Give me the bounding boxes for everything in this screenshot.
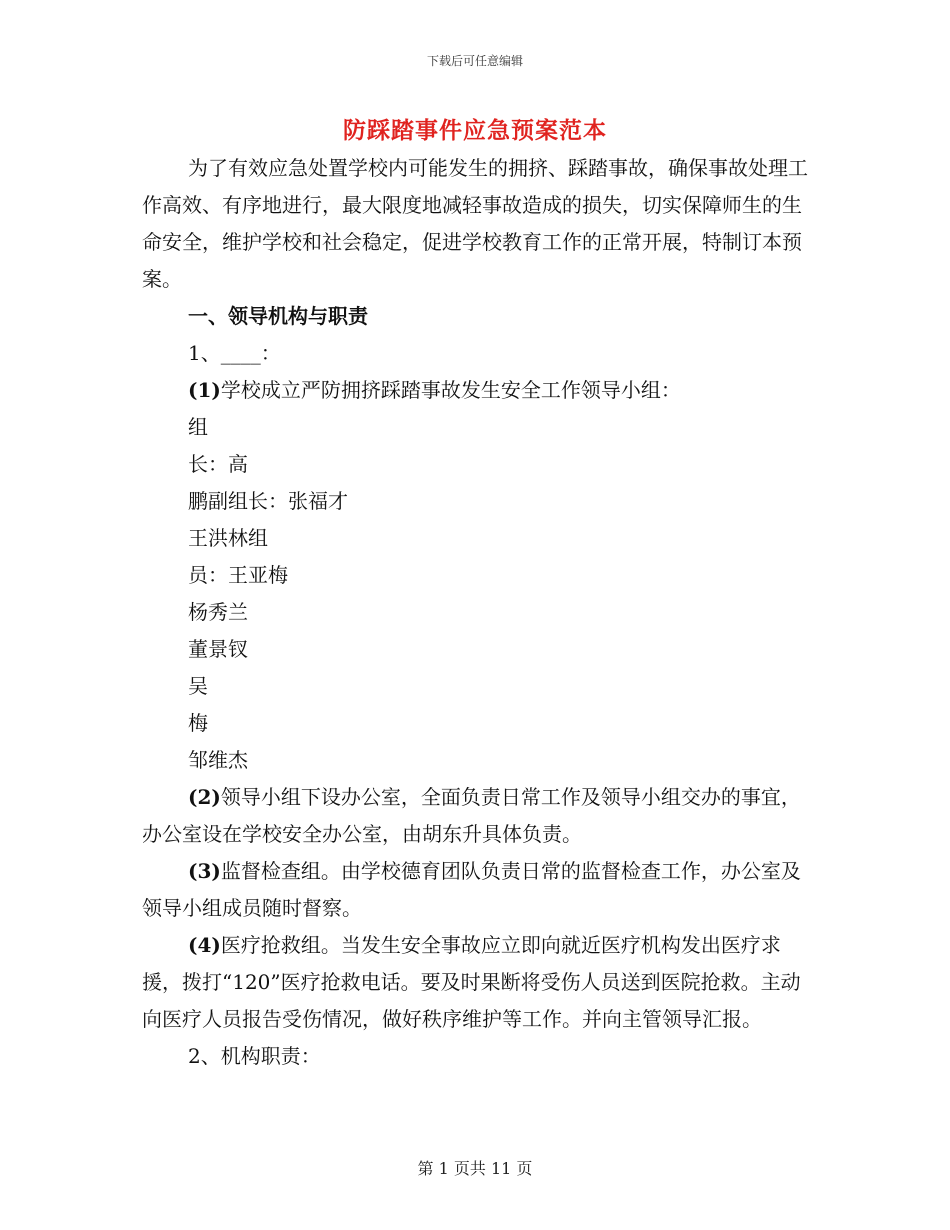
member-line: 杨秀兰 xyxy=(188,600,248,624)
sub-item-4-number: (4) xyxy=(188,933,221,957)
member-list xyxy=(142,409,810,779)
sub-item-1 xyxy=(142,372,810,409)
page-footer: 第 1 页共 11 页 xyxy=(417,1159,533,1178)
sub-item-4-text: 医疗抢救组。当发生安全事故应立即向就近医疗机构发出医疗求援，拨打“120”医疗抢救电话。要及时果断将受伤人员送到医院抢救。主动向医疗人员报告受伤情况，做好秩序维护等工作。并向主管领导汇报。 xyxy=(142,933,801,1031)
sub-item-1-number: (1) xyxy=(188,378,221,402)
intro-paragraph: 为了有效应急处置学校内可能发生的拥挤、踩踏事故，确保事故处理工作高效、有序地进行，最大限度地减轻事故造成的损失，切实保障师生的生命安全，维护学校和社会稳定，促进学校教育工作的正常开展，特制订本预案。 xyxy=(142,156,808,291)
section1-heading: 一、领导机构与职责 xyxy=(188,304,368,328)
member-line: 员：王亚梅 xyxy=(188,563,288,587)
member-line: 梅 xyxy=(188,711,208,735)
sub-item-2-text: 领导小组下设办公室，全面负责日常工作及领导小组交办的事宜，办公室设在学校安全办公室，由胡东升具体负责。 xyxy=(142,785,801,846)
sub-item-2-number: (2) xyxy=(188,785,221,809)
member-line: 王洪林组 xyxy=(188,526,268,550)
document-title: 防踩踏事件应急预案范本 xyxy=(343,117,607,144)
member-line: 董景钗 xyxy=(188,637,248,661)
item1-label: 1、____： xyxy=(188,341,281,365)
item2-label: 2、机构职责： xyxy=(188,1044,321,1068)
member-line: 鹏副组长：张福才 xyxy=(188,489,348,513)
member-line: 吴 xyxy=(188,674,208,698)
member-line: 组 xyxy=(188,415,208,439)
sub-item-3-text: 监督检查组。由学校德育团队负责日常的监督检查工作，办公室及领导小组成员随时督察。 xyxy=(142,859,801,920)
header-note: 下载后可任意编辑 xyxy=(426,54,523,68)
sub-item-3 xyxy=(142,853,810,927)
sub-item-1-text: 学校成立严防拥挤踩踏事故发生安全工作领导小组： xyxy=(220,378,681,402)
document-body xyxy=(142,150,810,1075)
member-line: 邹维杰 xyxy=(188,748,248,772)
member-line: 长：高 xyxy=(188,452,248,476)
sub-item-4 xyxy=(142,927,810,1038)
sub-item-3-number: (3) xyxy=(188,859,221,883)
sub-item-2 xyxy=(142,779,810,853)
